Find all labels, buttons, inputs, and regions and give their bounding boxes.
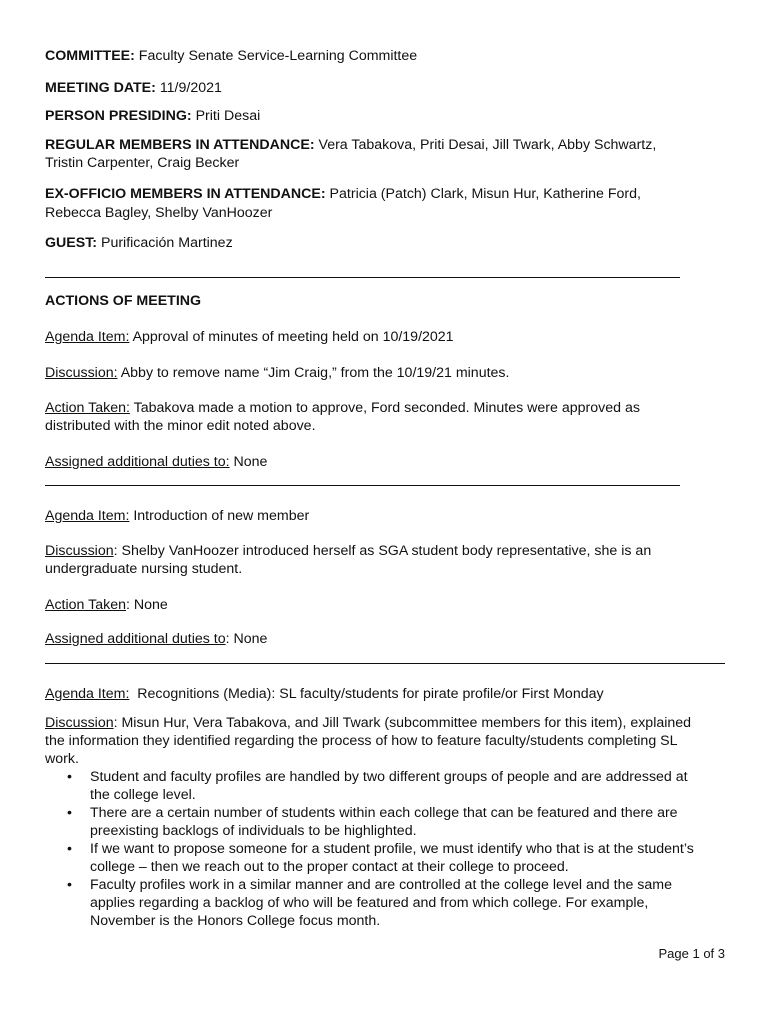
action-taken-label: Action Taken: [45,400,130,416]
list-item-text: applies regarding a backlog of who will be featured and from which college. For example, [90,895,649,911]
action-taken-value: : None [125,597,168,613]
list-item [45,840,735,876]
discussion-label: Discussion: [45,365,118,381]
meeting-date-line [45,79,222,97]
list-item-text: college – then we reach out to the proper contact at their college to proceed. [90,859,569,875]
actions-heading: ACTIONS OF MEETING [45,293,202,309]
assigned-duties-value: : None [225,631,268,647]
agenda-item-value: Recognitions (Media): SL faculty/students for pirate profile/or First Monday [129,686,604,702]
list-item-text: If we want to propose someone for a student profile, we must identify who that is at the student’s [90,841,694,857]
page-number: Page 1 of 3 [658,946,725,961]
action-taken-value: Tabakova made a motion to approve, Ford seconded. Minutes were approved as [129,400,640,416]
person-presiding-line [45,107,260,125]
discussion-value: : Misun Hur, Vera Tabakova, and Jill Twark (subcommittee members for this item), explained [113,715,692,731]
list-item-text: There are a certain number of students within each college that can be featured and there are [90,805,678,821]
exofficio-members-line [45,185,641,203]
agenda-item-label: Agenda Item: [45,508,130,524]
list-item-text: Faculty profiles work in a similar manner and are controlled at the college level and the same [90,877,672,893]
discussion-value-cont: the information they identified regarding the process of how to feature faculty/students completing SL [45,733,678,749]
agenda-item-value: Approval of minutes of meeting held on 10/19/2021 [129,329,454,345]
discussion-line [45,364,509,382]
exofficio-members-value-cont: Rebecca Bagley, Shelby VanHoozer [45,205,273,221]
person-presiding-value: Priti Desai [195,108,261,124]
list-item [45,804,735,840]
discussion-line [45,542,651,560]
discussion-label: Discussion [45,715,114,731]
committee-label: COMMITTEE: [45,48,135,64]
action-taken-line [45,596,168,614]
discussion-bullet-list [45,768,735,930]
assigned-duties-label: Assigned additional duties to [45,631,226,647]
regular-members-label: REGULAR MEMBERS IN ATTENDANCE: [45,137,315,153]
action-taken-line [45,399,640,417]
discussion-value-cont: work. [45,751,79,767]
guest-value: Purificación Martinez [100,235,233,251]
regular-members-value: Vera Tabakova, Priti Desai, Jill Twark, Abby Schwartz, [318,137,657,153]
person-presiding-label: PERSON PRESIDING: [45,108,192,124]
guest-label: GUEST: [45,235,98,251]
regular-members-value-cont: Tristin Carpenter, Craig Becker [45,155,240,171]
discussion-value: Abby to remove name “Jim Craig,” from the 10/19/21 minutes. [117,365,510,381]
bullet-icon: • [67,841,72,857]
agenda-item-value: Introduction of new member [129,508,310,524]
discussion-value: : Shelby VanHoozer introduced herself as SGA student body representative, she is an [113,543,652,559]
list-item-text: November is the Honors College focus month. [90,913,381,929]
discussion-label: Discussion [45,543,114,559]
assigned-duties-label: Assigned additional duties to: [45,454,230,470]
list-item [45,768,735,804]
divider-line [45,663,725,664]
assigned-duties-line [45,453,267,471]
regular-members-line [45,136,656,154]
divider-line [45,485,680,486]
agenda-item-line [45,685,604,703]
assigned-duties-line [45,630,267,648]
document-page [45,0,735,1024]
discussion-value-cont: undergraduate nursing student. [45,561,243,577]
bullet-icon: • [67,877,72,893]
agenda-item-label: Agenda Item: [45,329,130,345]
agenda-item-label: Agenda Item: [45,686,130,702]
agenda-item-line [45,328,454,346]
divider-line [45,277,680,278]
list-item-text: Student and faculty profiles are handled by two different groups of people and are addressed at [90,769,688,785]
list-item-text: preexisting backlogs of individuals to be highlighted. [90,823,417,839]
guest-line [45,234,233,252]
bullet-icon: • [67,769,72,785]
exofficio-members-value: Patricia (Patch) Clark, Misun Hur, Katherine Ford, [329,186,641,202]
action-taken-label: Action Taken [45,597,126,613]
action-taken-value-cont: distributed with the minor edit noted above. [45,418,316,434]
assigned-duties-value: None [229,454,268,470]
meeting-date-label: MEETING DATE: [45,80,156,96]
committee-line [45,47,417,65]
list-item [45,876,735,930]
list-item-text: the college level. [90,787,196,803]
committee-value: Faculty Senate Service-Learning Committee [138,48,418,64]
agenda-item-line [45,507,309,525]
discussion-line [45,714,691,732]
exofficio-members-label: EX-OFFICIO MEMBERS IN ATTENDANCE: [45,186,326,202]
bullet-icon: • [67,805,72,821]
meeting-date-value: 11/9/2021 [159,80,222,96]
